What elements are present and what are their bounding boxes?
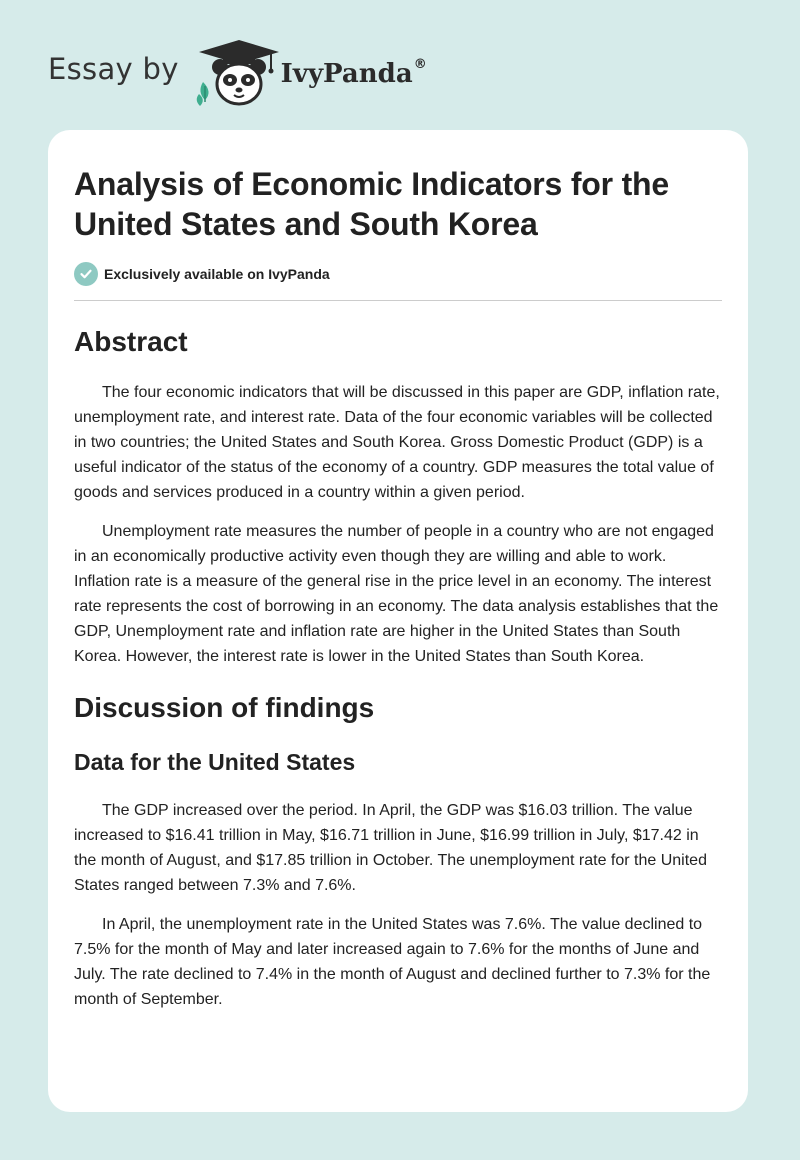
section-heading-discussion: Discussion of findings: [74, 692, 375, 723]
brand-name: IvyPanda: [280, 59, 413, 89]
divider: [74, 300, 722, 301]
article-title: Analysis of Economic Indicators for the United States and South Korea: [74, 166, 669, 242]
paragraph: Unemployment rate measures the number of people in a country who are not engaged in an economically productive activity even though they are willing and able to work. Inflation rate is a measure of the general rise in the price level in an economy. The interest rate represents the cost of borrowing in an economy. The data analysis establishes that the GDP, Unemployment rate and inflation rate are higher in the United States than South Korea. However, the interest rate is lower in the United States than South Korea.: [74, 523, 719, 665]
paragraph: In April, the unemployment rate in the United States was 7.6%. The value declined to 7.5% for the month of May and later increased again to 7.6% for the months of June and July. The rate declined to 7.4% in the month of August and declined further to 7.3% for the month of September.: [74, 916, 711, 1008]
brand-header[interactable]: [48, 36, 427, 108]
section-heading-abstract: Abstract: [74, 326, 188, 357]
exclusive-label: Exclusively available on IvyPanda: [104, 266, 330, 282]
article-card: [48, 130, 748, 1112]
paragraph: The four economic indicators that will be discussed in this paper are GDP, inflation rate, unemployment rate, and interest rate. Data of the four economic variables will be collected in two countries; the United States and South Korea. Gross Domestic Product (GDP) is a useful indicator of the status of the economy of a country. GDP measures the total value of goods and services produced in a country within a given period.: [74, 384, 720, 501]
panda-logo-icon: [193, 36, 285, 108]
registered-mark: ®: [413, 56, 427, 72]
exclusive-badge: [74, 262, 722, 286]
check-icon: [74, 262, 98, 286]
paragraph: The GDP increased over the period. In April, the GDP was $16.03 trillion. The value increased to $16.41 trillion in May, $16.71 trillion in June, $16.99 trillion in July, $17.42 in the month of August, and $17.85 trillion in October. The unemployment rate for the United States ranged between 7.3% and 7.6%.: [74, 802, 707, 894]
brand-prefix: Essay by: [48, 52, 179, 86]
subsection-heading-us-data: Data for the United States: [74, 749, 356, 775]
